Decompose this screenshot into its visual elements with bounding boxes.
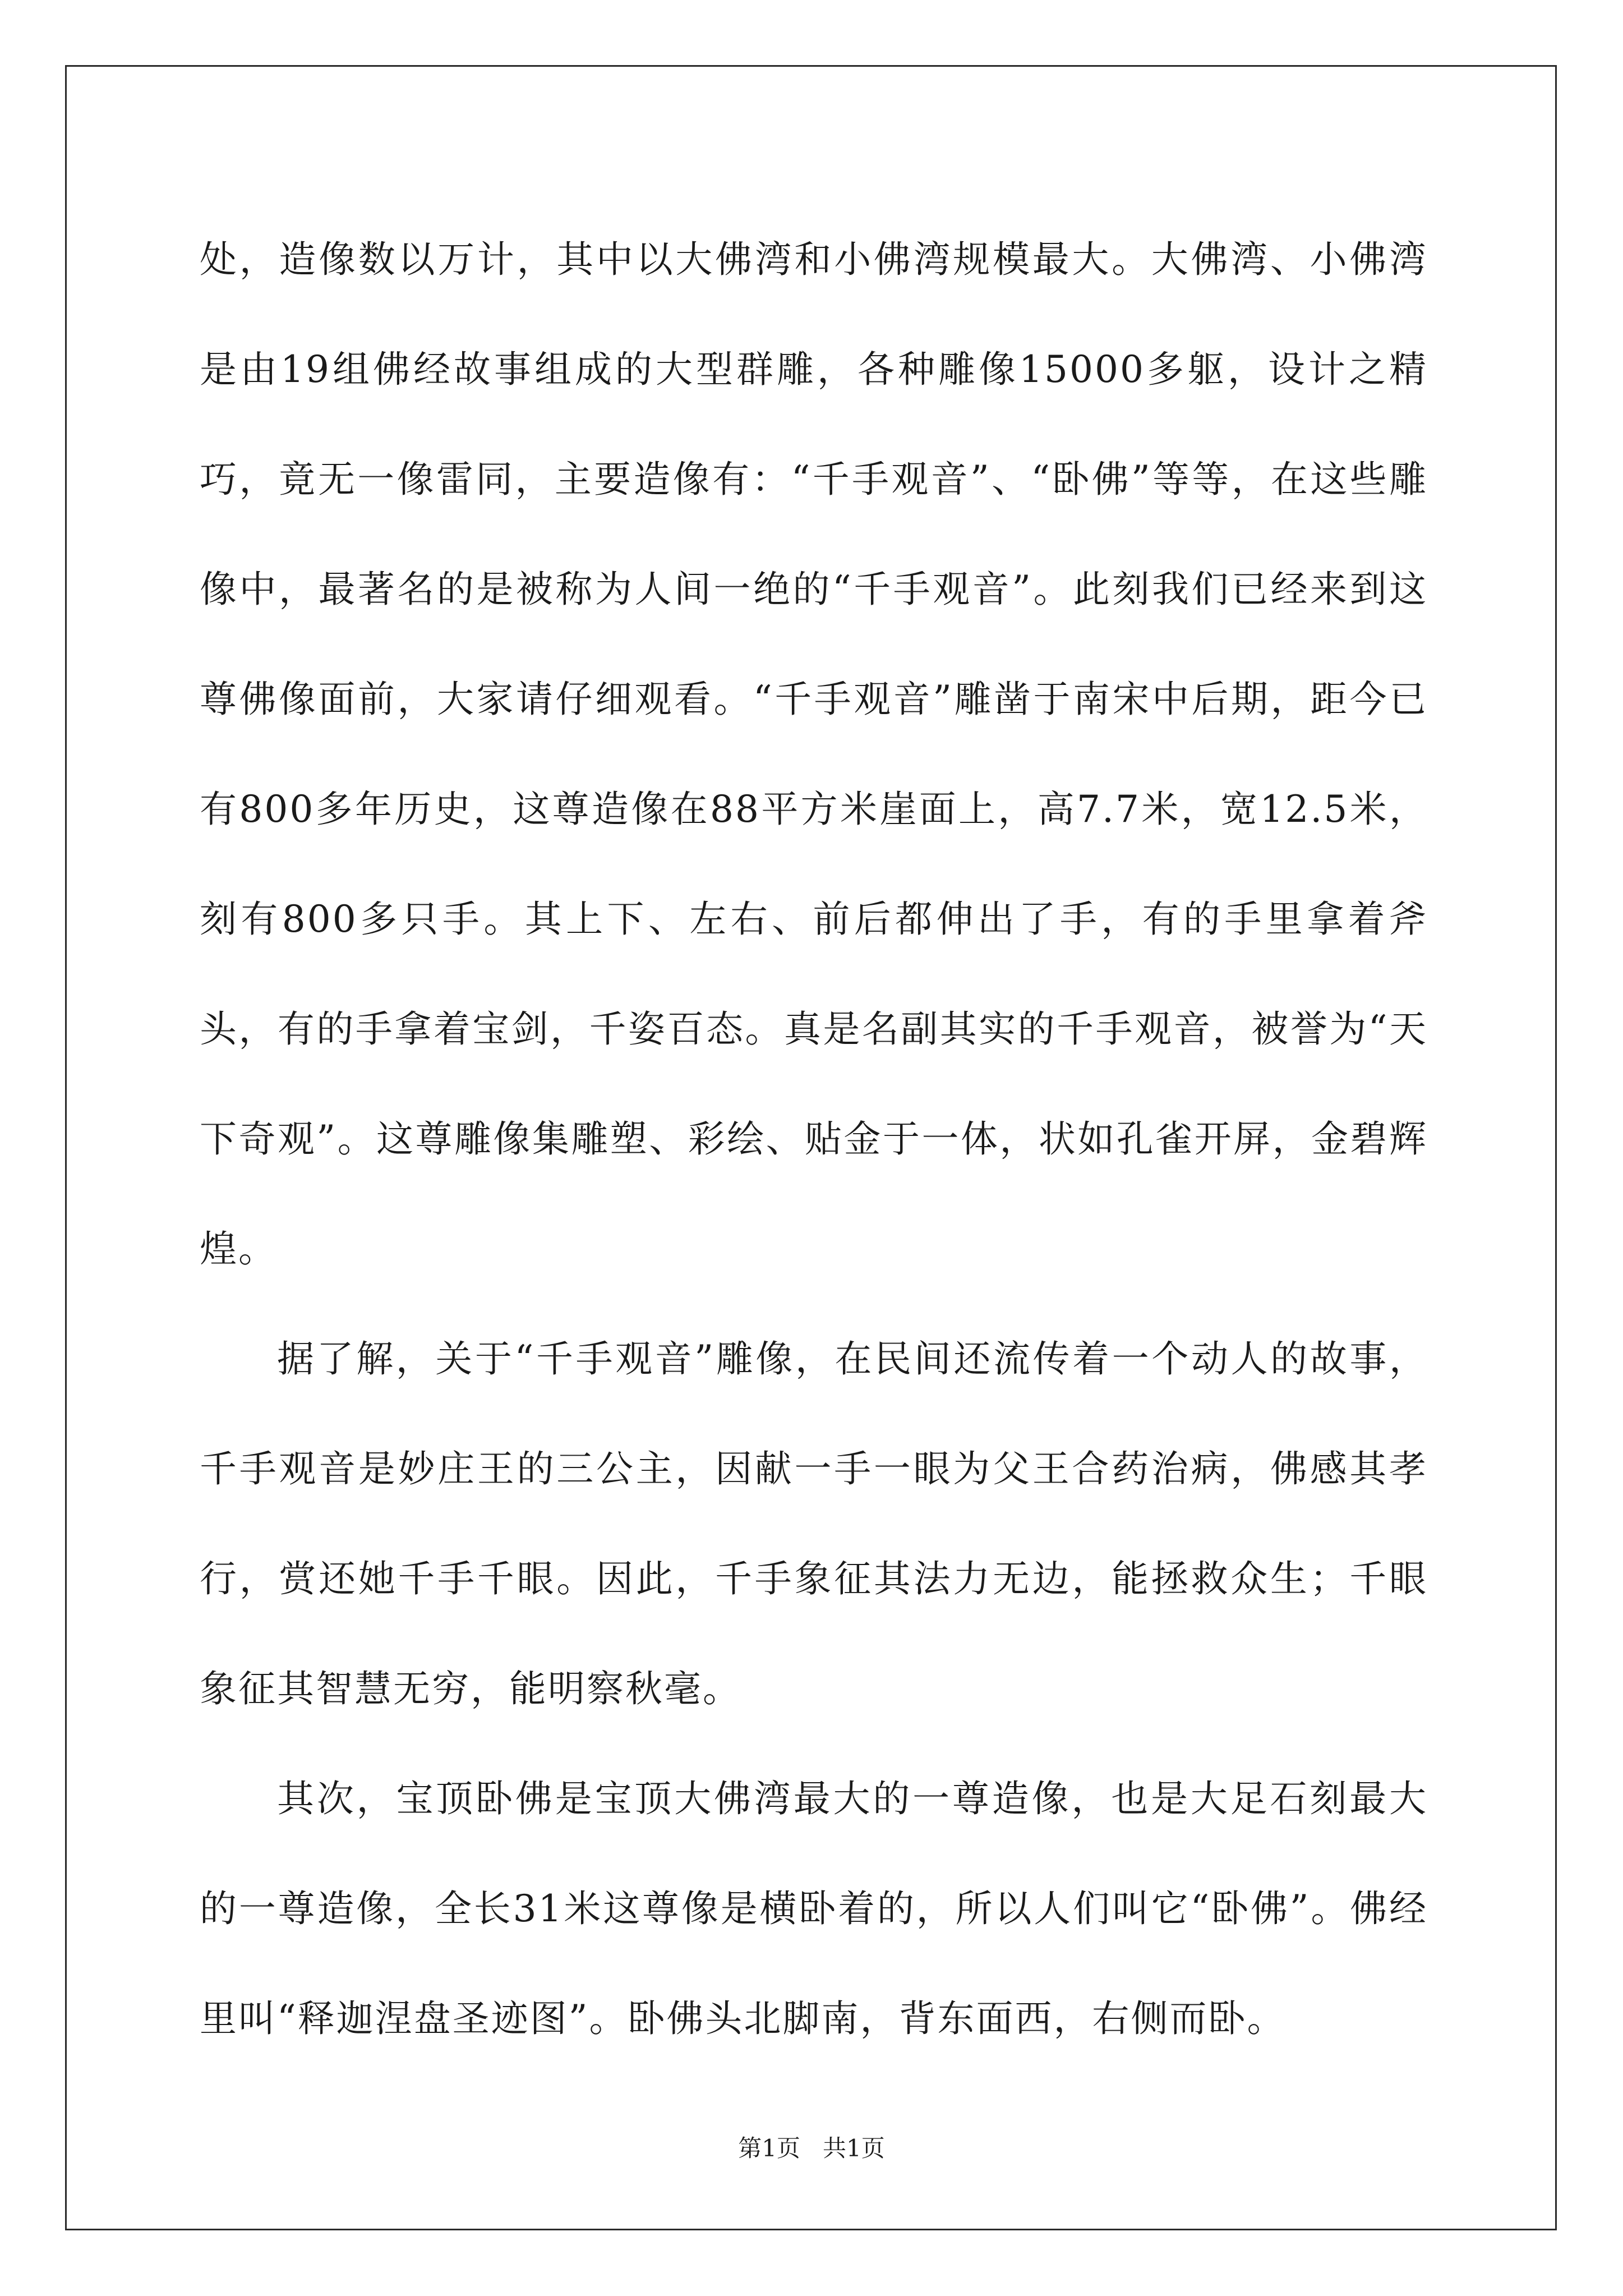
page-total: 共1页	[823, 2134, 885, 2162]
page-footer	[0, 2132, 1623, 2165]
page-number: 第1页	[738, 2134, 800, 2162]
paragraph-2: 据了解，关于“千手观音”雕像，在民间还流传着一个动人的故事，千手观音是妙庄王的三公主，因献一手一眼为父王合药治病，佛感其孝行，赏还她千手千眼。因此，千手象征其法力无边，能拯救众生；千眼象征其智慧无穷，能明察秋毫。	[200, 1337, 1428, 1710]
paragraph-1: 处，造像数以万计，其中以大佛湾和小佛湾规模最大。大佛湾、小佛湾是由19组佛经故事组成的大型群雕，各种雕像15000多躯，设计之精巧，竟无一像雷同，主要造像有：“千手观音”、“卧佛”等等，在这些雕像中，最著名的是被称为人间一绝的“千手观音”。此刻我们已经来到这尊佛像面前，大家请仔细观看。“千手观音”雕凿于南宋中后期，距今已有800多年历史，这尊造像在88平方米崖面上，高7.7米，宽12.5米，刻有800多只手。其上下、左右、前后都伸出了手，有的手里拿着斧头，有的手拿着宝剑，千姿百态。真是名副其实的千手观音，被誉为“天下奇观”。这尊雕像集雕塑、彩绘、贴金于一体，状如孔雀开屏，金碧辉煌。	[200, 238, 1428, 1271]
document-body	[200, 205, 1428, 2074]
paragraph-3: 其次，宝顶卧佛是宝顶大佛湾最大的一尊造像，也是大足石刻最大的一尊造像，全长31米这尊像是横卧着的，所以人们叫它“卧佛”。佛经里叫“释迦涅盘圣迹图”。卧佛头北脚南，背东面西，右侧而卧。	[200, 1777, 1428, 2040]
